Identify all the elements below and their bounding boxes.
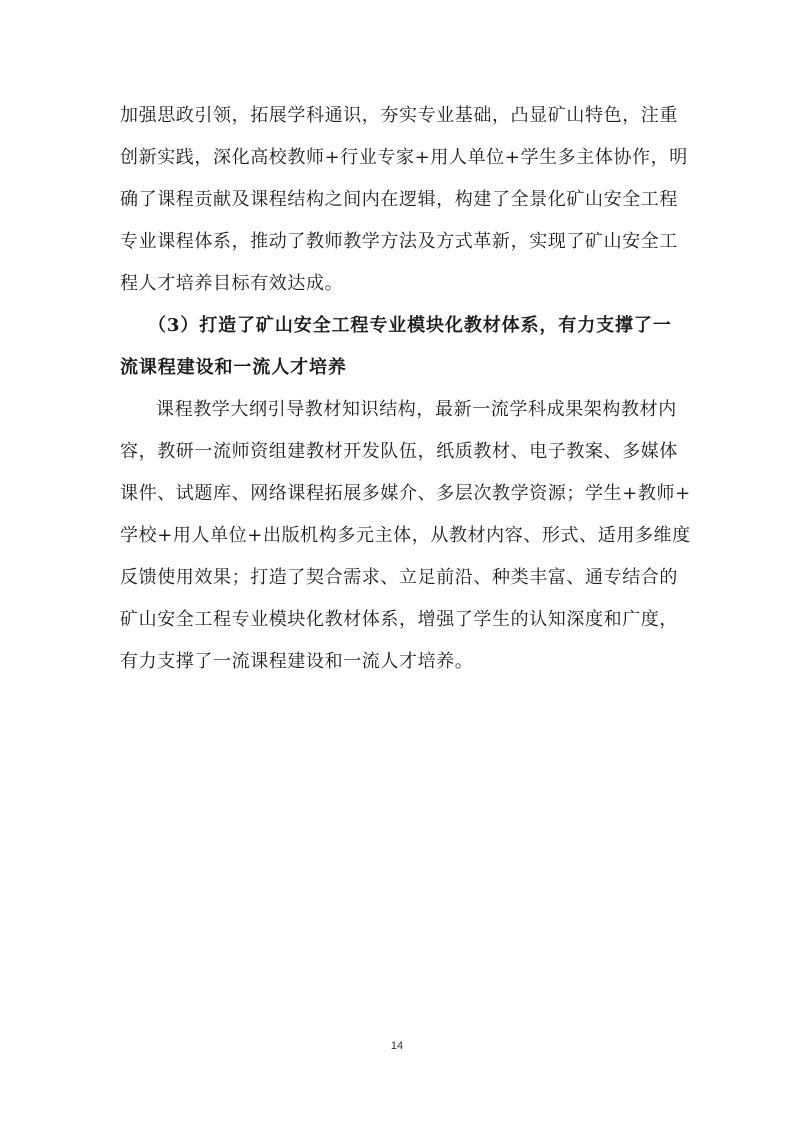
text-line: 专业课程体系，推动了教师教学方法及方式革新，实现了矿山安全工 xyxy=(120,231,678,252)
text-line: 创新实践，深化高校教师+行业专家+用人单位+学生多主体协作，明 xyxy=(120,147,688,168)
text-line: 课程教学大纲引导教材知识结构，最新一流学科成果架构教材内 xyxy=(156,399,677,420)
page-number: 14 xyxy=(390,1040,404,1052)
text-line: 学校+用人单位+出版机构多元主体，从教材内容、形式、适用多维度 xyxy=(120,525,691,546)
text-line: 程人才培养目标有效达成。 xyxy=(120,273,344,294)
text-line: 加强思政引领，拓展学科通识，夯实专业基础，凸显矿山特色，注重 xyxy=(120,105,678,126)
text-line: 容，教研一流师资组建教材开发队伍，纸质教材、电子教案、多媒体 xyxy=(120,441,678,462)
text-line: 反馈使用效果；打造了契合需求、立足前沿、种类丰富、通专结合的 xyxy=(120,567,678,588)
heading-line: 流课程建设和一流人才培养 xyxy=(120,357,347,378)
text-line: 有力支撑了一流课程建设和一流人才培养。 xyxy=(120,651,474,672)
heading-line: （3）打造了矿山安全工程专业模块化教材体系，有力支撑了一 xyxy=(148,315,672,336)
text-line: 确了课程贡献及课程结构之间内在逻辑，构建了全景化矿山安全工程 xyxy=(120,189,678,210)
text-line: 矿山安全工程专业模块化教材体系，增强了学生的认知深度和广度， xyxy=(120,609,678,630)
text-line: 课件、试题库、网络课程拓展多媒介、多层次教学资源；学生+教师+ xyxy=(120,483,691,504)
